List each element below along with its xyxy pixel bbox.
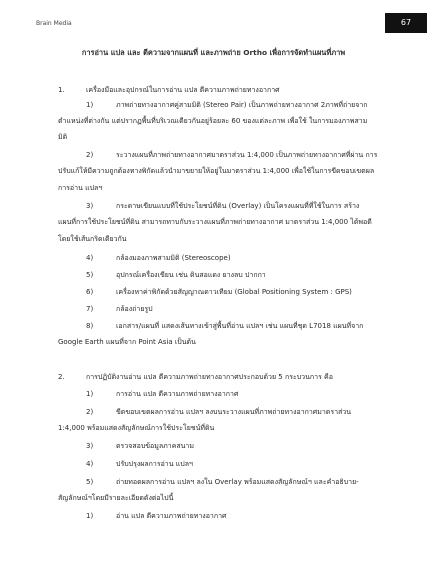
s2-subitem-1-line-1: อ่าน แปล ตีความภาพถ่ายทางอากาศ bbox=[116, 512, 227, 520]
s1-item-3-line-1: กระดาษเขียนแบบที่ใช้ประโยชน์ที่ดิน (Overlay) เป็นโครงแผนที่ที่ใช้ในการ สร้าง bbox=[116, 202, 360, 210]
s1-item-2-line-2: ปรับแก้ให้มีความถูกต้องทางพิกัดแล้วนำมาขยายให้อยู่ในมาตราส่วน 1:4,000 เพื่อใช้ในการขีดขอบเขตผล bbox=[58, 167, 375, 175]
s1-item-1-number: 1) bbox=[86, 101, 94, 109]
s1-item-3-line-2: แผนที่การใช้ประโยชน์ที่ดิน สามารถทาบกับระวางแผนที่ภาพถ่ายทางอากาศ มาตราส่วน 1:4,000 ได้พอดี bbox=[58, 218, 372, 226]
s1-item-2-line-1: ระวางแผนที่ภาพถ่ายทางอากาศมาตราส่วน 1:4,000 เป็นภาพถ่ายทางอากาศที่ผ่าน การ bbox=[116, 151, 378, 159]
s2-item-2-number: 2) bbox=[86, 408, 94, 416]
s1-item-3-number: 3) bbox=[86, 202, 94, 210]
s1-item-5-line-1: อุปกรณ์เครื่องเขียน เช่น ดินสอแดง ยางลบ ปากกา bbox=[116, 271, 266, 279]
header-brand: Brain Media bbox=[36, 20, 72, 27]
s2-item-1-line-1: การอ่าน แปล ตีความภาพถ่ายทางอากาศ bbox=[116, 390, 239, 398]
s1-item-1-line-2: ตำแหน่งที่ต่างกัน แต่ปรากฏพื้นที่บริเวณเดียวกันอยู่ร้อยละ 60 ของแต่ละภาพ เพื่อใช้ ในการมองภาพสาม bbox=[58, 117, 368, 125]
s2-item-4-line-1: ปรับปรุงผลการอ่าน แปลฯ bbox=[116, 460, 193, 468]
s2-item-2-line-2: 1:4,000 พร้อมแสดงสัญลักษณ์การใช้ประโยชน์ที่ดิน bbox=[58, 424, 215, 432]
s2-item-1-number: 1) bbox=[86, 390, 94, 398]
s1-item-6-number: 6) bbox=[86, 288, 94, 296]
s2-item-5-line-2: สัญลักษณ์ฯโดยมีรายละเอียดดังต่อไปนี้ bbox=[58, 494, 174, 502]
s1-item-2-number: 2) bbox=[86, 151, 94, 159]
s1-item-8-number: 8) bbox=[86, 322, 94, 330]
s2-subitem-1-number: 1) bbox=[86, 512, 94, 520]
s2-item-2-line-1: ขีดขอบเขตผลการอ่าน แปลฯ ลงบนระวางแผนที่ภาพถ่ายทางอากาศมาตราส่วน bbox=[116, 408, 352, 416]
page-number: 67 bbox=[385, 13, 427, 33]
s2-item-3-number: 3) bbox=[86, 442, 94, 450]
section-2-heading: การปฏิบัติงานอ่าน แปล ตีความภาพถ่ายทางอากาศประกอบด้วย 5 กระบวนการ คือ bbox=[86, 373, 333, 381]
section-2-number: 2. bbox=[58, 373, 65, 381]
s1-item-3-line-3: โดยใช้เส้นกริดเดียวกัน bbox=[58, 235, 127, 243]
s1-item-4-number: 4) bbox=[86, 254, 94, 262]
s1-item-7-number: 7) bbox=[86, 305, 94, 313]
s1-item-5-number: 5) bbox=[86, 271, 94, 279]
page-title: การอ่าน แปล และ ตีความจากแผนที่ และภาพถ่าย Ortho เพื่อการจัดทำแผนที่ภาพ bbox=[81, 48, 346, 57]
s1-item-7-line-1: กล้องถ่ายรูป bbox=[116, 305, 153, 313]
section-1-number: 1. bbox=[58, 86, 65, 94]
s2-item-5-line-1: ถ่ายทอดผลการอ่าน แปลฯ ลงใน Overlay พร้อมแสดงสัญลักษณ์ฯ และคำอธิบาย- bbox=[116, 478, 359, 486]
s1-item-1-line-3: มิติ bbox=[58, 133, 68, 141]
s1-item-4-line-1: กล้องมองภาพสามมิติ (Stereoscope) bbox=[116, 254, 231, 262]
s1-item-8-line-1: เอกสาร/แผนที่ แสดงเส้นทางเข้าสู่พื้นที่อ่าน แปลฯ เช่น แผนที่ชุด L7018 แผนที่จาก bbox=[116, 322, 364, 330]
s1-item-6-line-1: เครื่องหาค่าพิกัดด้วยสัญญาณดาวเทียม (Global Positioning System : GPS) bbox=[116, 288, 352, 296]
s1-item-2-line-3: การอ่าน แปลฯ bbox=[58, 184, 103, 192]
s2-item-4-number: 4) bbox=[86, 460, 94, 468]
s1-item-8-line-2: Google Earth แผนที่จาก Point Asia เป็นต้น bbox=[58, 338, 196, 346]
section-1-heading: เครื่องมือและอุปกรณ์ในการอ่าน แปล ตีความภาพถ่ายทางอากาศ bbox=[86, 86, 280, 94]
s2-item-3-line-1: ตรวจสอบข้อมูลภาคสนาม bbox=[116, 442, 194, 450]
s2-item-5-number: 5) bbox=[86, 478, 94, 486]
s1-item-1-line-1: ภาพถ่ายทางอากาศคู่สามมิติ (Stereo Pair) เป็นภาพถ่ายทางอากาศ 2ภาพที่ถ่ายจาก bbox=[116, 101, 368, 109]
